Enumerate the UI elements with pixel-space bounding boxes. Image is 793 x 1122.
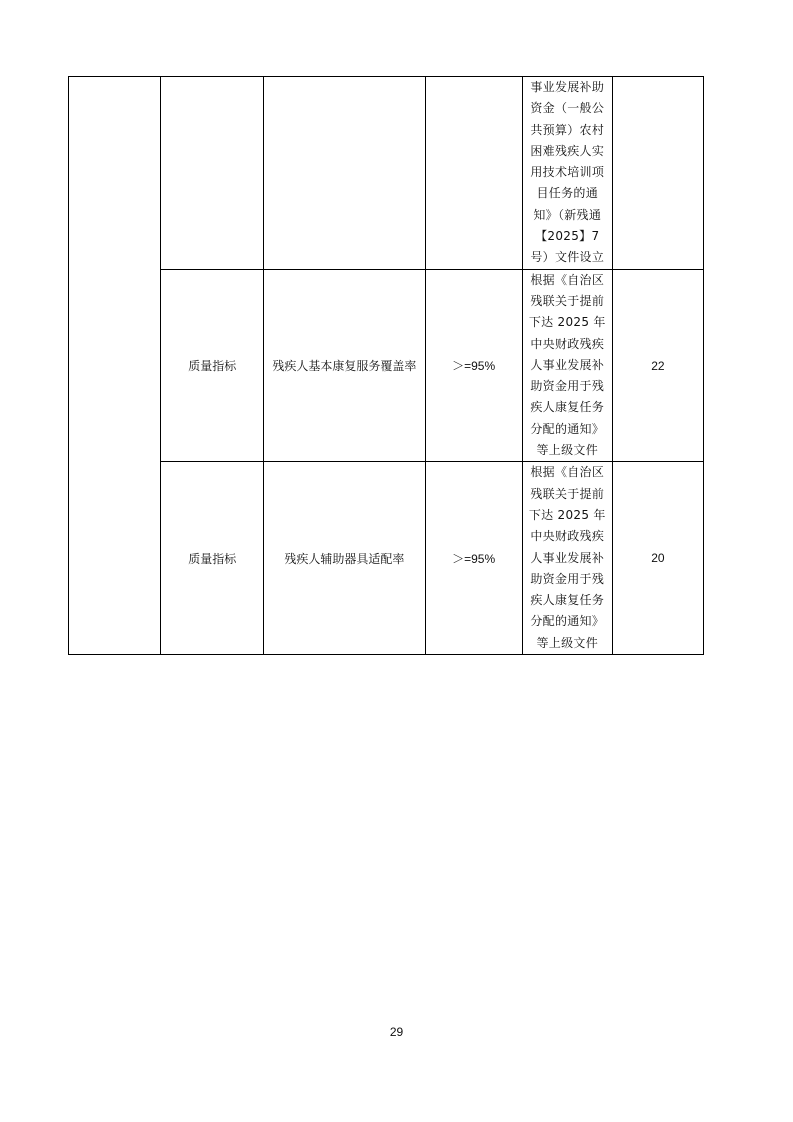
table-row	[69, 462, 704, 655]
page-number: 29	[389, 1025, 404, 1039]
score-cell: 20	[612, 462, 703, 655]
indicator-type-cell: 质量指标	[161, 269, 264, 462]
indicator-name-cell: 残疾人辅助器具适配率	[264, 462, 425, 655]
basis-cell: 根据《自治区 残联关于提前 下达 2025 年 中央财政残疾 人事业发展补 助资金用于残 疾人康复任务 分配的通知》 等上级文件	[522, 462, 612, 655]
indicator-type-cell	[161, 77, 264, 270]
indicator-name-cell	[264, 77, 425, 270]
target-value-cell: ＞=95%	[425, 269, 522, 462]
basis-cell: 根据《自治区 残联关于提前 下达 2025 年 中央财政残疾 人事业发展补 助资金用于残 疾人康复任务 分配的通知》 等上级文件	[522, 269, 612, 462]
score-cell: 22	[612, 269, 703, 462]
category-cell	[69, 77, 161, 655]
indicator-type-cell: 质量指标	[161, 462, 264, 655]
target-value-cell	[425, 77, 522, 270]
indicator-name-cell: 残疾人基本康复服务覆盖率	[264, 269, 425, 462]
score-cell	[612, 77, 703, 270]
table-row	[69, 77, 704, 270]
indicator-table	[68, 76, 704, 655]
basis-cell: 事业发展补助 资金（一般公 共预算）农村 困难残疾人实 用技术培训项 目任务的通 知》（新残通 【2025】7 号）文件设立	[522, 77, 612, 270]
target-value-cell: ＞=95%	[425, 462, 522, 655]
table-row	[69, 269, 704, 462]
